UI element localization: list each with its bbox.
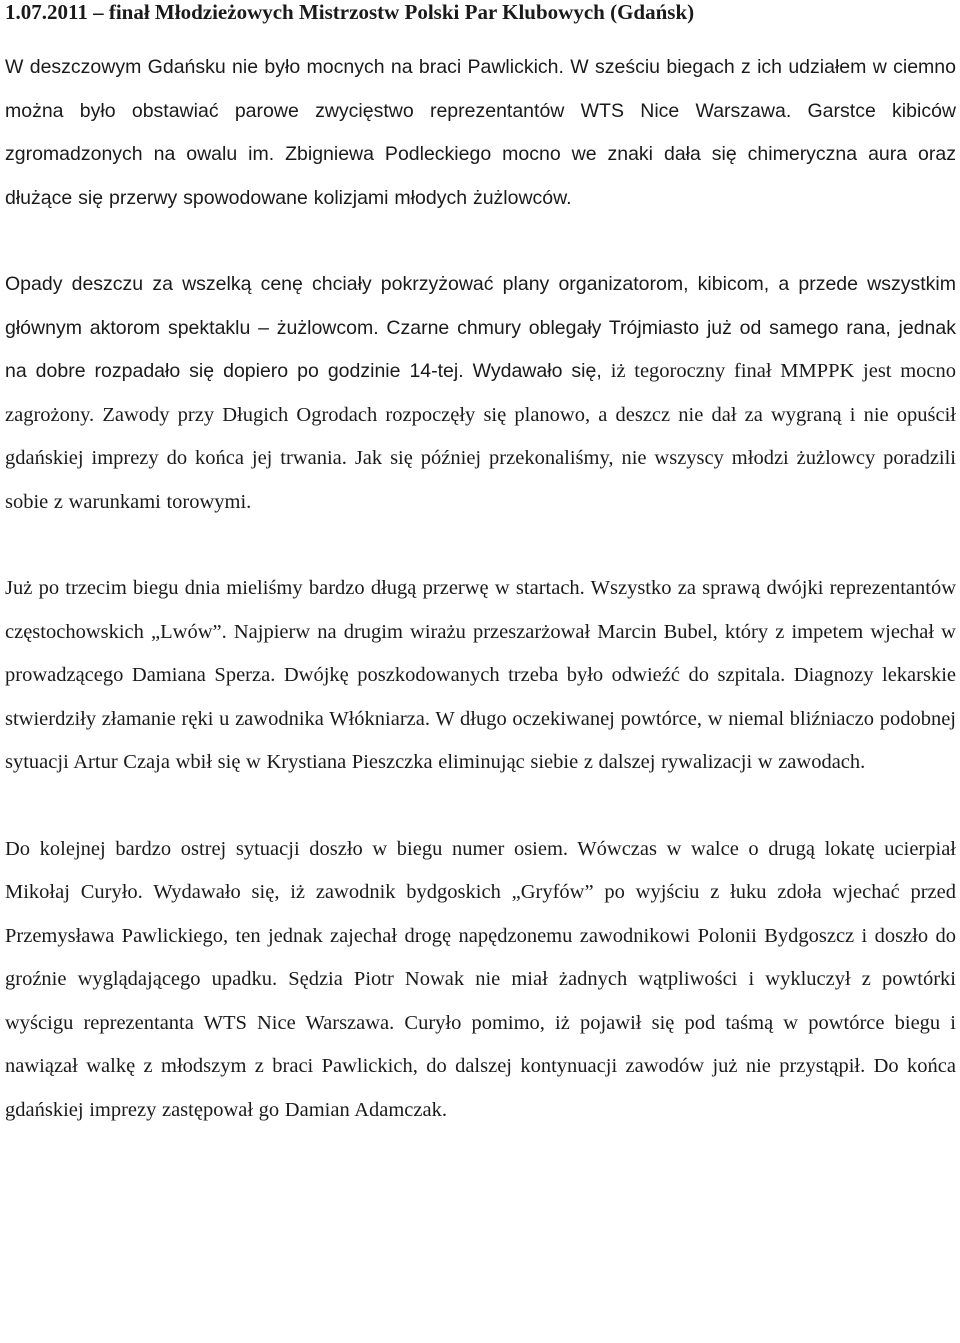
paragraph-1-segment-2: Garstce kibiców zgromadzonych na owalu im. Zbigniewa Podleckiego mocno we znaki dała się chimeryczna aura oraz dłużące się przerwy spowodowane kolizjami młodych żużlowców. — [5, 99, 956, 209]
paragraph-2-segment-1: Opady deszczu za wszelką cenę chciały pokrzyżować plany organizatorom, kibicom, a przede wszystkim głównym aktorom spektaklu – żużlowcom. Czarne chmury oblegały Trójmiasto już od samego rana, jednak na dobre rozpadało się dopiero po godzinie 14-tej. Wydawało się, — [5, 273, 956, 382]
paragraph-4 — [5, 828, 956, 1133]
document-title: 1.07.2011 – finał Młodzieżowych Mistrzostw Polski Par Klubowych (Gdańsk) — [5, 0, 695, 24]
paragraph-1 — [5, 46, 956, 220]
paragraph-2-segment-2: iż tegoroczny finał MMPPK jest mocno zagrożony. Zawody przy Długich Ogrodach rozpoczęły się planowo, a deszcz nie dał za wygraną i nie opuścił gdańskiej imprezy do końca jej trwania. Jak się później przekonaliśmy, nie wszyscy młodzi żużlowcy poradzili sobie z warunkami torowymi. — [5, 360, 956, 513]
paragraph-2 — [5, 263, 956, 524]
paragraph-3-segment-1: Już po trzecim biegu dnia mieliśmy bardzo długą przerwę w startach. Wszystko za sprawą dwójki reprezentantów częstochowskich „Lwów”. Najpierw na drugim wirażu przeszarżował Marcin Bubel, który z impetem wjechał w prowadzącego Damiana Sperza. Dwójkę poszkodowanych trzeba było odwieźć do szpitala. Diagnozy lekarskie stwierdziły złamanie ręki u zawodnika Włókniarza. W długo oczekiwanej powtórce, w niemal bliźniaczo podobnej sytuacji Artur Czaja wbił się w Krystiana Pieszczka eliminując siebie z dalszej rywalizacji w zawodach. — [5, 577, 956, 773]
paragraph-3 — [5, 567, 956, 785]
paragraph-4-segment-1: Do kolejnej bardzo ostrej sytuacji doszło w biegu numer osiem. Wówczas w walce o drugą lokatę ucierpiał Mikołaj Curyło. Wydawało się, iż zawodnik bydgoskich „Gryfów” po wyjściu z łuku zdoła wjechać przed Przemysława Pawlickiego, ten jednak zajechał drogę napędzonemu zawodnikowi Polonii Bydgoszcz i doszło do groźnie wyglądającego upadku. Sędzia Piotr Nowak nie miał żadnych wątpliwości i wykluczył z powtórki wyścigu reprezentanta WTS Nice Warszawa. Curyło pomimo, iż pojawił się pod taśmą w powtórce biegu i nawiązał walkę z młodszym z braci Pawlickich, do dalszej kontynuacji zawodów już nie przystąpił. Do końca gdańskiej imprezy zastępował go Damian Adamczak. — [5, 837, 956, 1121]
paragraph-1-segment-1: W deszczowym Gdańsku nie było mocnych na braci Pawlickich. W sześciu biegach z ich udziałem w ciemno można było obstawiać parowe zwycięstwo reprezentantów WTS Nice Warszawa. — [5, 56, 956, 122]
